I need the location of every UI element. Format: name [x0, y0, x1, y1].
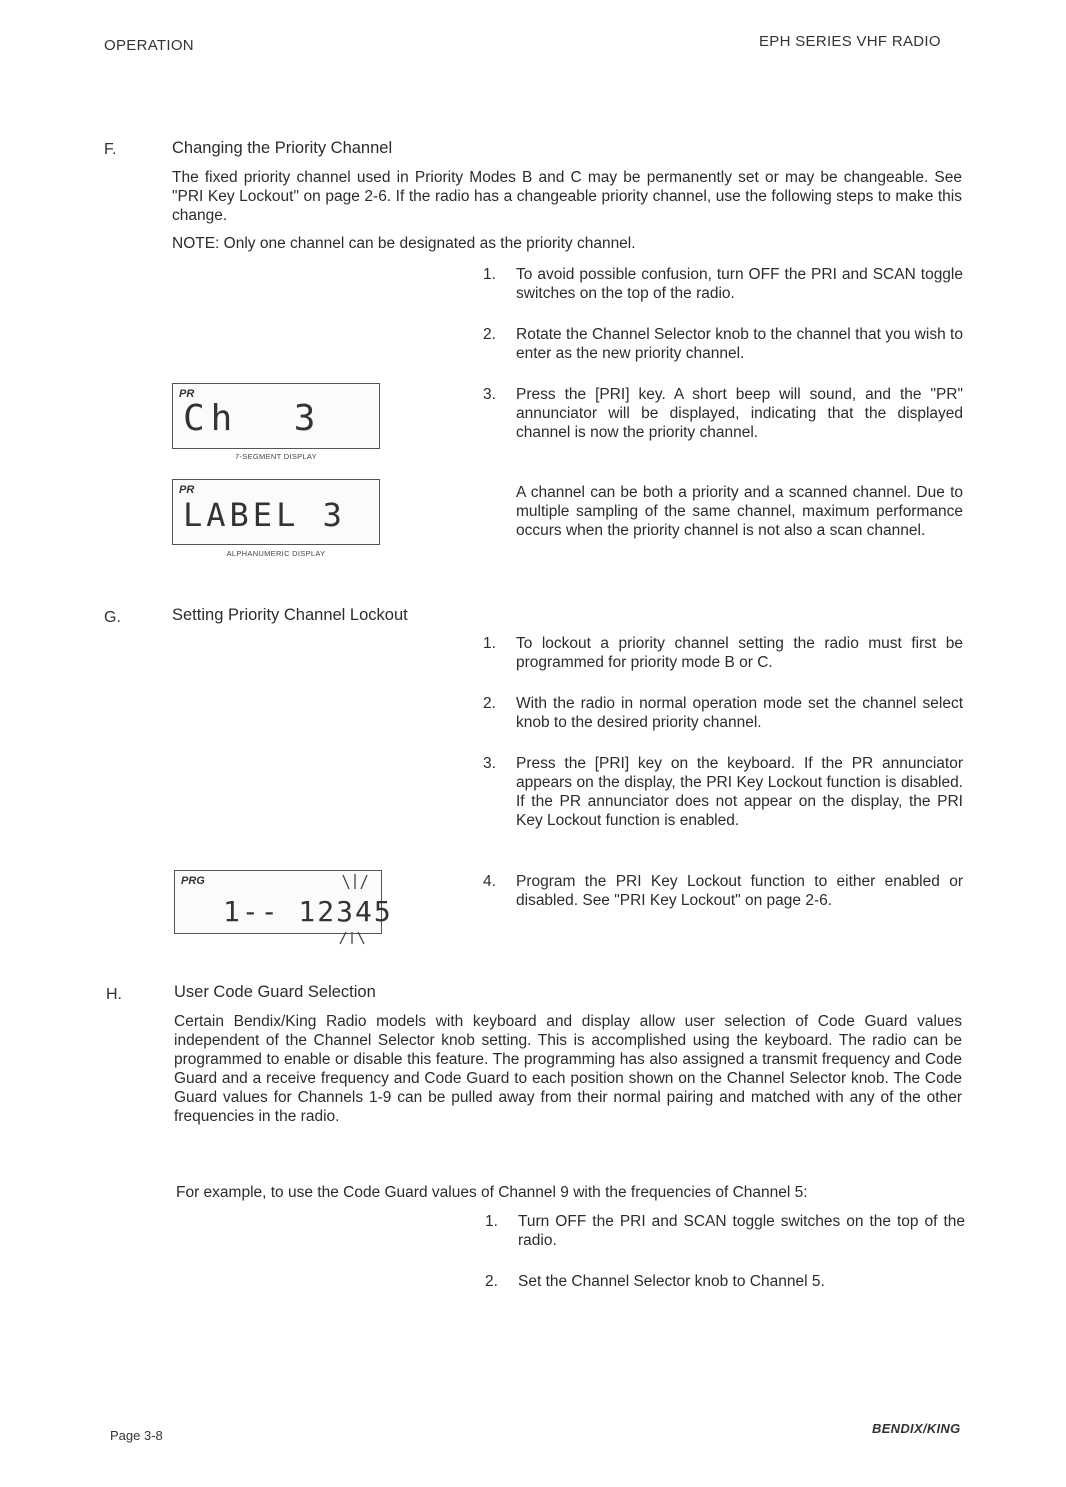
step-text: Program the PRI Key Lockout function to either enabled or disabled. See "PRI Key Lockout" on page 2-6. [516, 873, 963, 909]
section-f-step-1 [483, 265, 963, 309]
sunburst-top-icon [335, 873, 375, 891]
step-text: Press the [PRI] key. A short beep will sound, and the "PR" annunciator will be displayed, indicating that the displayed channel is now the priority channel. [516, 386, 963, 441]
section-h-step-1 [485, 1212, 965, 1256]
program-display [174, 870, 393, 934]
alphanumeric-caption: ALPHANUMERIC DISPLAY [226, 549, 326, 558]
seven-segment-display [172, 383, 380, 449]
section-h-example: For example, to use the Code Guard values of Channel 9 with the frequencies of Channel 5: [176, 1184, 808, 1201]
section-h-letter: H. [106, 986, 122, 1003]
header-right: EPH SERIES VHF RADIO [759, 33, 941, 50]
section-f-step-2 [483, 325, 963, 369]
section-f-note: NOTE: Only one channel can be designated as the priority channel. [172, 235, 636, 252]
step-number: 2. [485, 1273, 498, 1290]
section-h-step-2 [485, 1272, 965, 1296]
step-text: With the radio in normal operation mode set the channel select knob to the desired priority channel. [516, 695, 963, 731]
step-number: 3. [483, 755, 496, 772]
section-f-intro: The fixed priority channel used in Priority Modes B and C may be permanently set or may be changeable. See "PRI Key Lockout" on page 2-6. If the radio has a changeable priority channel, use the following steps to make this change. [172, 169, 962, 224]
display-annunciator: PR [179, 484, 195, 496]
section-h-intro: Certain Bendix/King Radio models with keyboard and display allow user selection of Code Guard values independent of the Channel Selector knob setting. This is accomplished using the keyboard. The radio can be programmed to enable or disable this feature. The programming has also assigned a transmit frequency and Code Guard and a receive frequency and Code Guard to each position shown on the Channel Selector knob. The Code Guard values for Channels 1-9 can be pulled away from their normal pairing and matched with any of the other frequencies in the radio. [174, 1013, 962, 1125]
step-number: 1. [483, 635, 496, 652]
footer-brand-logo: BENDIX/KING [872, 1421, 961, 1436]
section-g-step-1 [483, 634, 963, 678]
section-g-step-2 [483, 694, 963, 738]
section-f-title: Changing the Priority Channel [172, 139, 393, 157]
alphanumeric-display [172, 479, 380, 545]
step-number: 3. [483, 386, 496, 403]
display-text: 1-- 12345 [223, 895, 393, 928]
section-g-step-4 [483, 872, 963, 934]
section-f-extra: A channel can be both a priority and a scanned channel. Due to multiple sampling of the same channel, maximum performance occurs when the priority channel is not also a scan channel. [516, 484, 963, 539]
step-number: 2. [483, 695, 496, 712]
section-f-step-3 [483, 385, 963, 465]
header-left: OPERATION [104, 37, 194, 54]
step-number: 1. [483, 266, 496, 283]
footer-page-number: Page 3-8 [110, 1428, 163, 1443]
section-h-title: User Code Guard Selection [174, 983, 376, 1001]
display-annunciator: PR [179, 388, 195, 400]
display-text: LABEL 3 [183, 496, 346, 534]
display-annunciator: PRG [181, 875, 205, 887]
step-text: Set the Channel Selector knob to Channel 5. [518, 1273, 825, 1290]
display-text: Ch 3 [183, 398, 322, 439]
section-g-title: Setting Priority Channel Lockout [172, 606, 408, 624]
step-number: 2. [483, 326, 496, 343]
section-g-step-3 [483, 754, 963, 854]
step-number: 4. [483, 873, 496, 890]
step-text: Rotate the Channel Selector knob to the channel that you wish to enter as the new priority channel. [516, 326, 963, 362]
section-g-letter: G. [104, 609, 121, 626]
step-text: To avoid possible confusion, turn OFF the PRI and SCAN toggle switches on the top of the radio. [516, 266, 963, 302]
step-text: Turn OFF the PRI and SCAN toggle switches on the top of the radio. [518, 1213, 965, 1249]
seven-segment-caption: 7-SEGMENT DISPLAY [235, 452, 317, 461]
section-f-letter: F. [104, 141, 117, 158]
step-text: To lockout a priority channel setting the radio must first be programmed for priority mode B or C. [516, 635, 963, 671]
sunburst-bottom-icon [332, 932, 372, 946]
step-number: 1. [485, 1213, 498, 1230]
step-text: Press the [PRI] key on the keyboard. If the PR annunciator appears on the display, the PRI Key Lockout function is disabled. If the PR annunciator does not appear on the display, the PRI Key Lockout function is enabled. [516, 755, 963, 829]
